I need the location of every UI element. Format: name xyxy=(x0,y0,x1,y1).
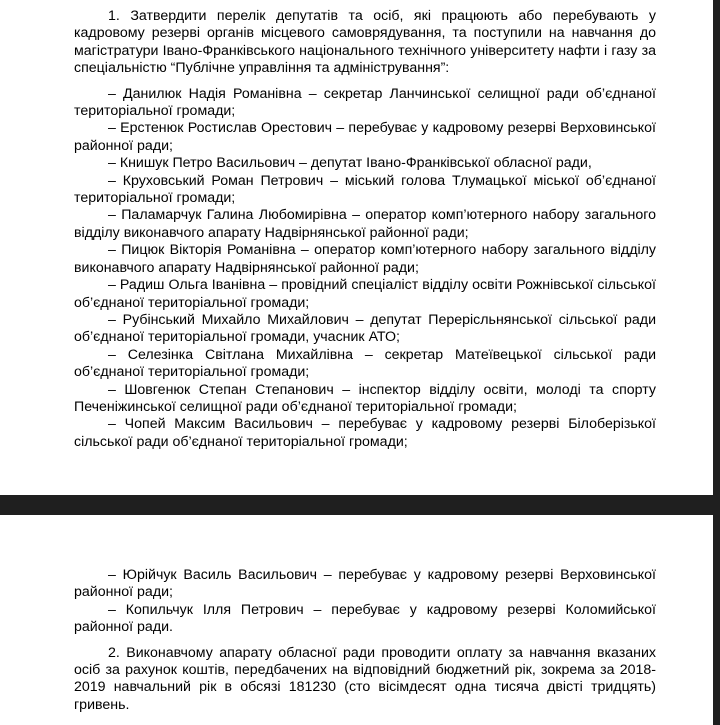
paragraph-1: 1. Затвердити перелік депутатів та осіб, які працюють або перебувають у кадровому резерві органів місцевого самоврядування, та поступили на навчання до магістратури Івано-Франківського національного технічного університету нафти і газу за спеціальністю “Публічне управління та адміністрування”: xyxy=(74,8,656,77)
list-item: – Книшук Петро Васильович – депутат Івано-Франківської обласної ради, xyxy=(108,155,592,172)
viewer-scroll-edge xyxy=(713,0,720,725)
list-item: – Копильчук Ілля Петрович – перебуває у кадровому резерві Коломийської районної ради. xyxy=(74,601,656,636)
page-1-content xyxy=(74,8,656,451)
list-item: – Ерстенюк Ростислав Орестович – перебуває у кадровому резерві Верховинської районної ради; xyxy=(74,120,656,154)
list-item: – Пицюк Вікторія Романівна – оператор комп’ютерного набору загального відділу виконавчого апарату Надвірнянської районної ради; xyxy=(74,242,656,276)
list-item: – Селезінка Світлана Михайлівна – секретар Матеївецької сільської ради об’єднаної територіальної громади; xyxy=(74,346,656,381)
paragraph-2: 2. Виконавчому апарату обласної ради проводити оплату за навчання вказаних осіб за рахунок коштів, передбачених на відповідний бюджетний рік, зокрема за 2018-2019 навчальний рік в обсязі 181230 (сто вісімдесят одна тисяча двісті тридцять) гривень. xyxy=(74,644,656,713)
list-item: – Рубінський Михайло Михайлович – депутат Перерісльнянської сільської ради об’єднаної територіальної громади, учасник АТО; xyxy=(74,311,656,346)
list-item: – Паламарчук Галина Любомирівна – оператор комп’ютерного набору загального відділу виконавчого апарату Надвірнянської районної ради; xyxy=(74,207,656,241)
document-page-2 xyxy=(0,515,713,725)
page-separator xyxy=(0,495,720,515)
list-item: – Радиш Ольга Іванівна – провідний спеціаліст відділу освіти Рожнівської сільської об’єднаної територіальної громади; xyxy=(74,277,656,311)
list-item: – Данилюк Надія Романівна – секретар Ланчинської селищної ради об’єднаної територіальної громади; xyxy=(74,85,656,120)
list-item: – Шовгенюк Степан Степанович – інспектор відділу освіти, молоді та спорту Печеніжинської селищної ради об’єднаної територіальної громади; xyxy=(74,381,656,415)
list-item: – Круховський Роман Петрович – міський голова Тлумацької міської об’єднаної територіальної громади; xyxy=(74,172,656,207)
list-item: – Чопей Максим Васильович – перебуває у кадровому резерві Білоберізької сільської ради об’єднаної територіальної громади; xyxy=(74,416,656,450)
page-2-content xyxy=(74,567,656,714)
list-item: – Юрійчук Василь Васильович – перебуває у кадровому резерві Верховинської районної ради; xyxy=(74,567,656,601)
